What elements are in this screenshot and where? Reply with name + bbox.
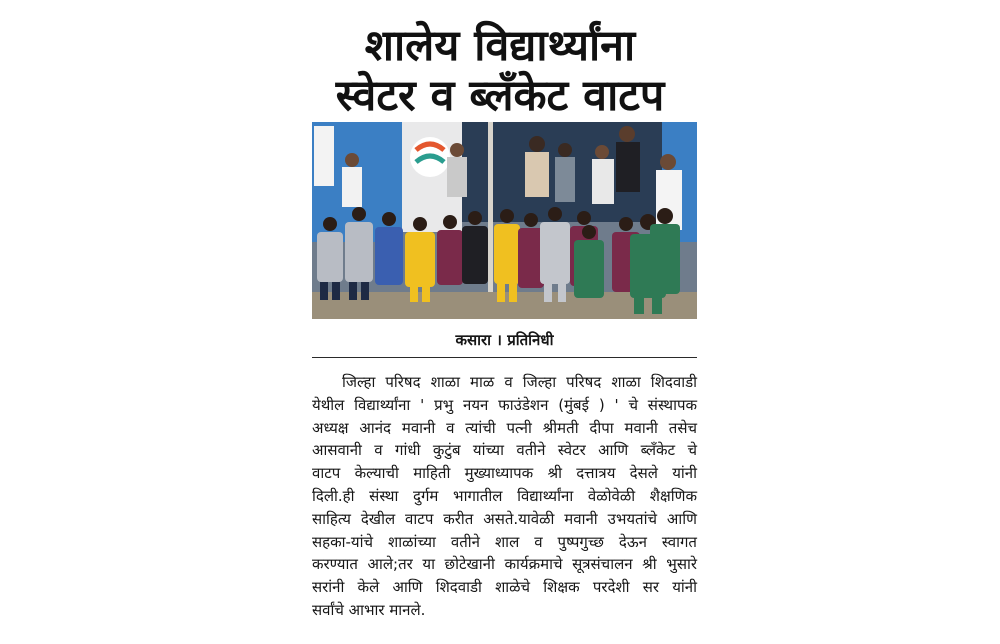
group-photo-icon	[312, 122, 697, 319]
dateline: कसारा । प्रतिनिधी	[455, 331, 554, 349]
headline-line-2: स्वेटर व ब्लँकेट वाटप	[335, 71, 665, 121]
article-line: सर्वांचे आभार मानले.	[312, 600, 426, 619]
article-line: जिल्हा परिषद शाळा माळ व जिल्हा परिषद शाळा शिदवाडी	[342, 373, 697, 391]
article-line: साहित्य देखील वाटप करीत असते.यावेळी मवानी उभयतांचे आणि	[312, 509, 697, 528]
headline-line-1: शालेय विद्यार्थ्यांना	[364, 21, 636, 71]
article-line: सहका-यांचे शाळांच्या वतीने शाल व पुष्पगुच्छ देऊन स्वागत	[312, 532, 697, 551]
article-line: दिली.ही संस्था दुर्गम भागातील विद्यार्थ्यांना वेळोवेळी शैक्षणिक	[312, 486, 697, 505]
article-body	[312, 371, 697, 622]
article-line: आसवानी व गांधी कुटुंब यांच्या वतीने स्वेटर आणि ब्लँकेट चे	[312, 441, 697, 460]
article-line: सरांनी केले आणि शिदवाडी शाळेचे शिक्षक परदेशी सर यांनी	[312, 578, 697, 597]
article-line: करण्यात आले;तर या छोटेखानी कार्यक्रमाचे सूत्रसंचालन श्री भुसारे	[312, 555, 697, 574]
article-line: वाटप केल्याची माहिती मुख्याध्यापक श्री दत्तात्रय देसले यांनी	[312, 464, 697, 483]
divider	[312, 357, 697, 358]
group-photo	[312, 122, 697, 319]
article-line: येथील विद्यार्थ्यांना ' प्रभु नयन फाउंडेशन (मुंबई ) ' चे संस्थापक	[312, 395, 697, 414]
article-line: अध्यक्ष आनंद मवानी व त्यांची पत्नी श्रीमती दीपा मवानी तसेच	[312, 418, 697, 437]
